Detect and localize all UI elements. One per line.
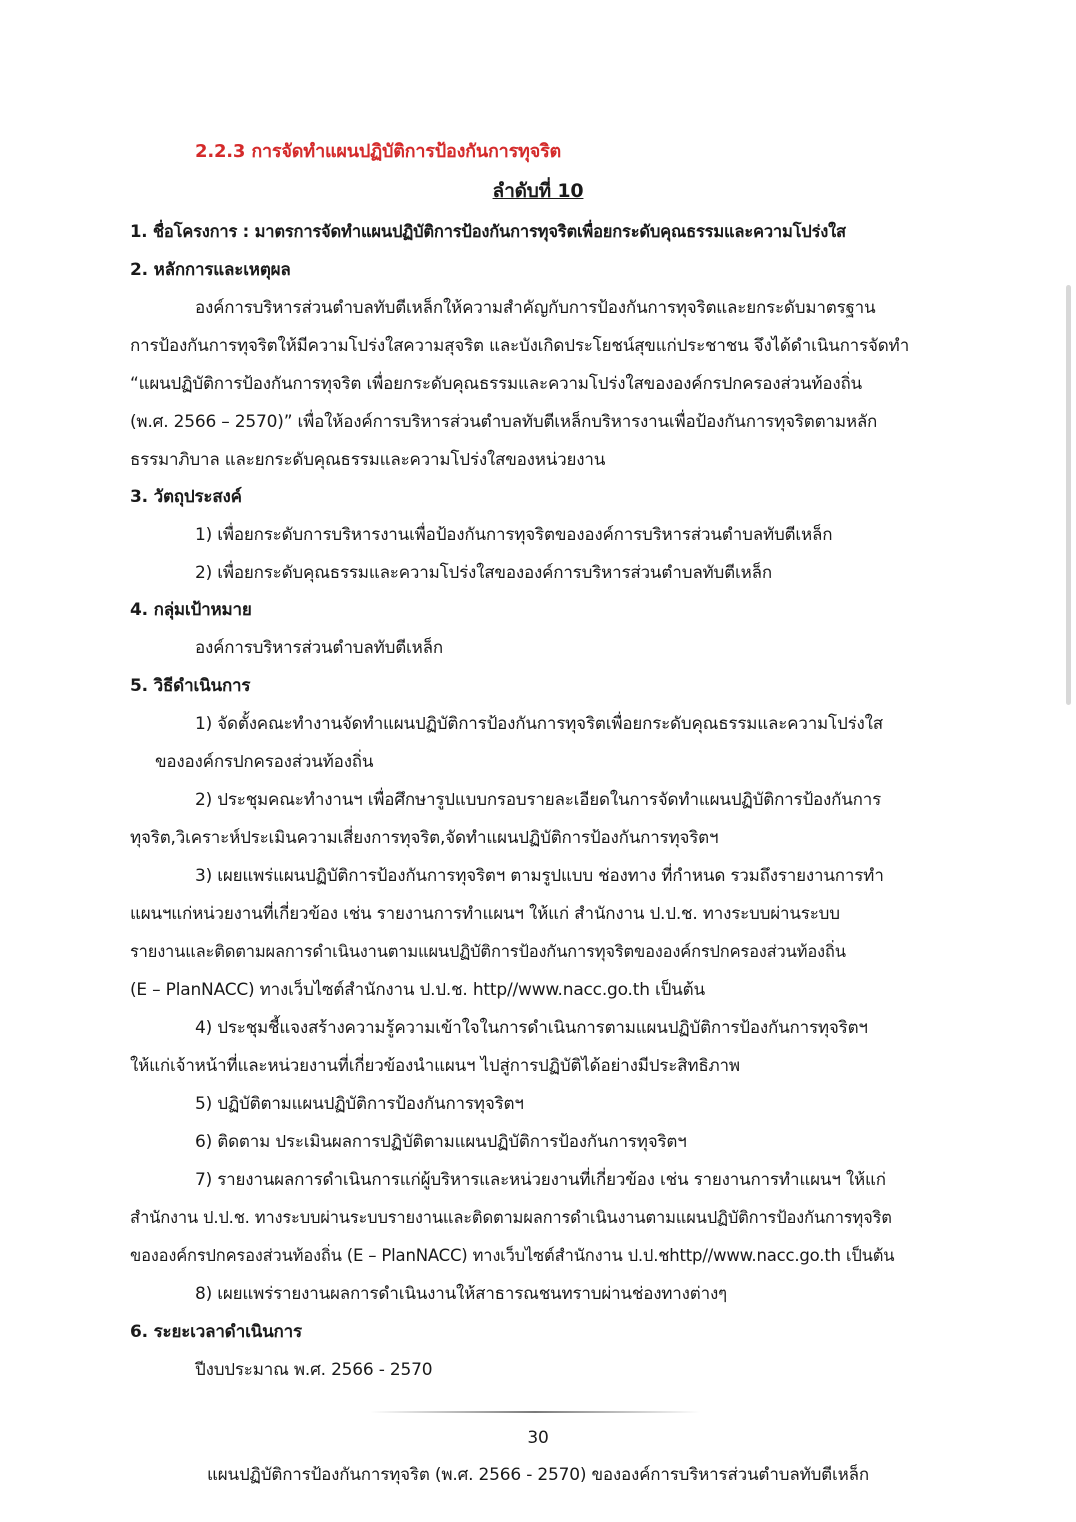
duration-text: ปีงบประมาณ พ.ศ. 2566 - 2570 [195,1360,433,1380]
order-label: ลำดับที่ 10 [492,180,584,202]
method-line: รายงานและติดตามผลการดำเนินงานตามแผนปฏิบัติการป้องกันการทุจริตขององค์กรปกครองส่วนท้องถิ่น [130,942,846,961]
method-line: 1) จัดตั้งคณะทำงานจัดทำแผนปฏิบัติการป้องกันการทุจริตเพื่อยกระดับคุณธรรมและความโปร่งใส [195,714,883,734]
method-line: ขององค์กรปกครองส่วนท้องถิ่น [155,752,374,772]
method-line: 3) เผยแพร่แผนปฏิบัติการป้องกันการทุจริตฯ ตามรูปแบบ ช่องทาง ที่กำหนด รวมถึงรายงานการทำ [195,866,884,886]
item3-heading: 3. วัตถุประสงค์ [130,487,242,507]
item1-project-name: 1. ชื่อโครงการ : มาตรการจัดทำแผนปฏิบัติการป้องกันการทุจริตเพื่อยกระดับคุณธรรมและความโปร่งใส [130,222,846,241]
item6-heading: 6. ระยะเวลาดำเนินการ [130,1322,302,1342]
page-number: 30 [527,1428,549,1448]
method-line: (E – PlanNACC) ทางเว็บไซต์สำนักงาน ป.ป.ช. http//www.nacc.go.th เป็นต้น [130,980,705,1000]
rationale-line: องค์การบริหารส่วนตำบลทับตีเหล็กให้ความสำคัญกับการป้องกันการทุจริตและยกระดับมาตรฐาน [195,298,876,318]
footer-divider [370,1411,700,1413]
rationale-line: ธรรมาภิบาล และยกระดับคุณธรรมและความโปร่งใสของหน่วยงาน [130,450,606,470]
scrollbar-thumb[interactable] [1066,285,1071,705]
objective-item: 1) เพื่อยกระดับการบริหารงานเพื่อป้องกันการทุจริตขององค์การบริหารส่วนตำบลทับตีเหล็ก [195,525,833,545]
item4-heading: 4. กลุ่มเป้าหมาย [130,600,252,620]
item5-heading: 5. วิธีดำเนินการ [130,676,251,696]
item2-heading: 2. หลักการและเหตุผล [130,260,291,280]
method-line: ทุจริต,วิเคราะห์ประเมินความเสี่ยงการทุจริต,จัดทำแผนปฏิบัติการป้องกันการทุจริตฯ [130,828,719,848]
method-line: 2) ประชุมคณะทำงานฯ เพื่อศึกษารูปแบบกรอบรายละเอียดในการจัดทำแผนปฏิบัติการป้องกันการ [195,790,882,810]
rationale-line: (พ.ศ. 2566 – 2570)” เพื่อให้องค์การบริหารส่วนตำบลทับตีเหล็กบริหารงานเพื่อป้องกันการทุจริตตามหลัก [130,412,878,432]
method-line: 8) เผยแพร่รายงานผลการดำเนินงานให้สาธารณชนทราบผ่านช่องทางต่างๆ [195,1284,727,1304]
objective-item: 2) เพื่อยกระดับคุณธรรมและความโปร่งใสขององค์การบริหารส่วนตำบลทับตีเหล็ก [195,563,772,583]
section-heading: 2.2.3 การจัดทำแผนปฏิบัติการป้องกันการทุจริต [195,141,562,162]
method-line: 6) ติดตาม ประเมินผลการปฏิบัติตามแผนปฏิบัติการป้องกันการทุจริตฯ [195,1132,687,1152]
method-line: 7) รายงานผลการดำเนินการแก่ผู้บริหารและหน่วยงานที่เกี่ยวข้อง เช่น รายงานการทำแผนฯ ให้แก่ [195,1170,886,1190]
rationale-line: การป้องกันการทุจริตให้มีความโปร่งใสความสุจริต และบังเกิดประโยชน์สุขแก่ประชาชน จึงได้ดำเนินการจัดทำ [130,336,910,356]
method-line: 5) ปฏิบัติตามแผนปฏิบัติการป้องกันการทุจริตฯ [195,1094,524,1114]
method-line: ให้แก่เจ้าหน้าที่และหน่วยงานที่เกี่ยวข้องนำแผนฯ ไปสู่การปฏิบัติได้อย่างมีประสิทธิภาพ [130,1056,740,1076]
method-line: ขององค์กรปกครองส่วนท้องถิ่น (E – PlanNACC) ทางเว็บไซต์สำนักงาน ป.ป.ชhttp//www.nacc.go.th เป็นต้น [130,1246,895,1265]
method-line: แผนฯแก่หน่วยงานที่เกี่ยวข้อง เช่น รายงานการทำแผนฯ ให้แก่ สำนักงาน ป.ป.ช. ทางระบบผ่านระบบ [130,904,840,924]
rationale-line: “แผนปฏิบัติการป้องกันการทุจริต เพื่อยกระดับคุณธรรมและความโปร่งใสขององค์กรปกครองส่วนท้องถิ่น [130,374,862,394]
method-line: 4) ประชุมชี้แจงสร้างความรู้ความเข้าใจในการดำเนินการตามแผนปฏิบัติการป้องกันการทุจริตฯ [195,1018,868,1038]
target-text: องค์การบริหารส่วนตำบลทับตีเหล็ก [195,638,443,658]
footer-text: แผนปฏิบัติการป้องกันการทุจริต (พ.ศ. 2566 - 2570) ขององค์การบริหารส่วนตำบลทับตีเหล็ก [207,1465,869,1485]
method-line: สำนักงาน ป.ป.ช. ทางระบบผ่านระบบรายงานและติดตามผลการดำเนินงานตามแผนปฏิบัติการป้องกันการทุจริต [130,1208,892,1227]
